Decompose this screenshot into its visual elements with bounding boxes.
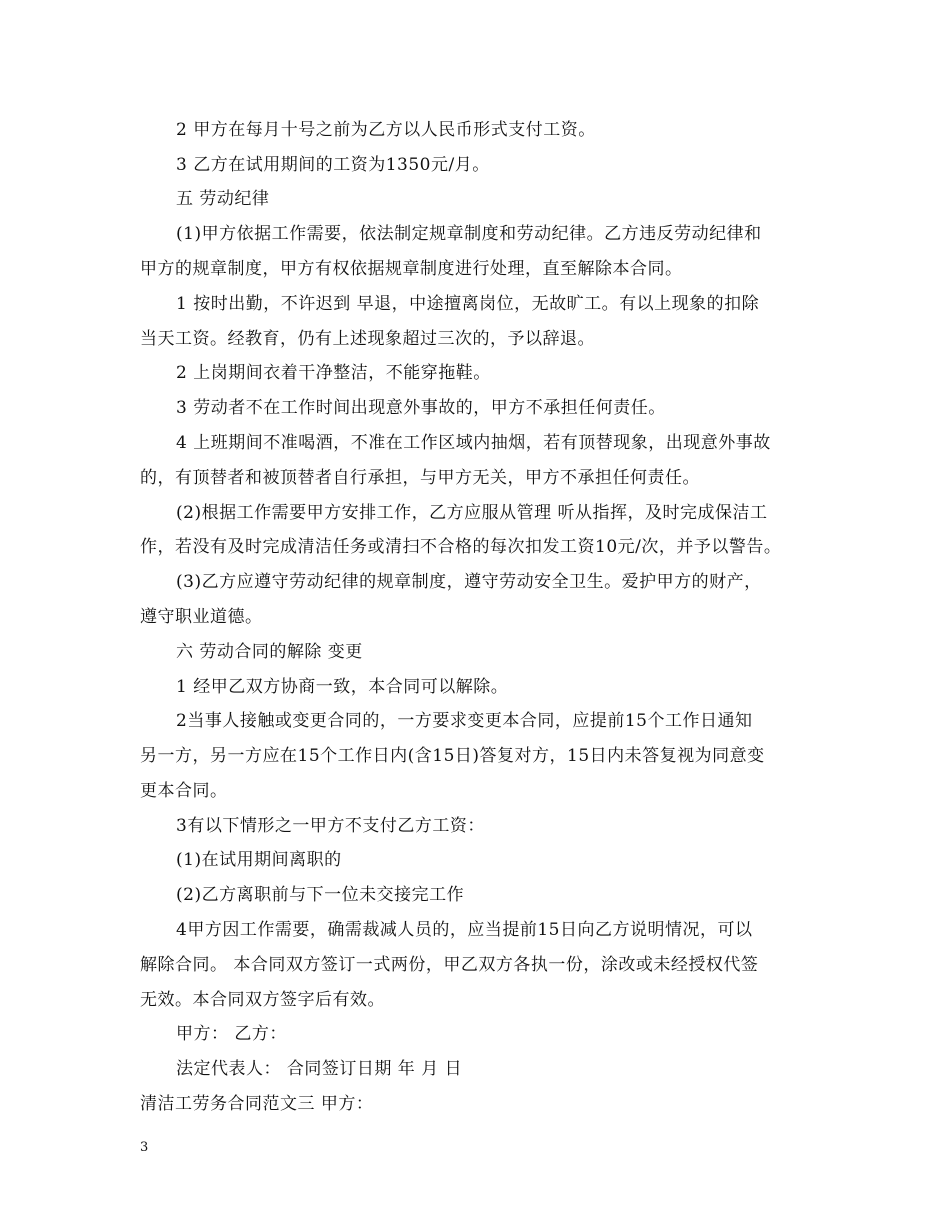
paragraph-line: 3 劳动者不在工作时间出现意外事故的，甲方不承担任何责任。 bbox=[176, 398, 666, 418]
paragraph-line: 解除合同。 本合同双方签订一式两份，甲乙双方各执一份，涂改或未经授权代签 bbox=[140, 955, 759, 975]
section-heading: 六 劳动合同的解除 变更 bbox=[176, 642, 363, 662]
paragraph-line: 的，有顶替者和被顶替者自行承担，与甲方无关，甲方不承担任何责任。 bbox=[140, 468, 700, 488]
signature-line: 法定代表人： 合同签订日期 年 月 日 bbox=[176, 1059, 463, 1079]
paragraph-line: (2)乙方离职前与下一位未交接完工作 bbox=[176, 885, 465, 905]
paragraph-line: 4 上班期间不准喝酒，不准在工作区域内抽烟，若有顶替现象，出现意外事故 bbox=[176, 433, 771, 453]
paragraph-line: 1 按时出勤，不许迟到 早退，中途擅离岗位，无故旷工。有以上现象的扣除 bbox=[176, 294, 760, 314]
paragraph-line: (2)根据工作需要甲方安排工作，乙方应服从管理 听从指挥，及时完成保洁工 bbox=[176, 503, 768, 523]
signature-line: 甲方： 乙方： bbox=[176, 1024, 287, 1044]
paragraph-line: 2 上岗期间衣着干净整洁，不能穿拖鞋。 bbox=[176, 363, 491, 383]
paragraph-line: 作，若没有及时完成清洁任务或清扫不合格的每次扣发工资10元/次，并予以警告。 bbox=[140, 537, 782, 557]
page-number: 3 bbox=[140, 1140, 149, 1155]
paragraph-line: 另一方，另一方应在15个工作日内(含15日)答复对方，15日内未答复视为同意变 bbox=[140, 746, 765, 766]
section-heading: 五 劳动纪律 bbox=[176, 189, 270, 209]
paragraph-line: 更本合同。 bbox=[140, 781, 228, 801]
paragraph-line: 甲方的规章制度，甲方有权依据规章制度进行处理，直至解除本合同。 bbox=[140, 259, 683, 279]
paragraph-line: 当天工资。经教育，仍有上述现象超过三次的，予以辞退。 bbox=[140, 329, 595, 349]
paragraph-line: (3)乙方应遵守劳动纪律的规章制度，遵守劳动安全卫生。爱护甲方的财产， bbox=[176, 572, 762, 592]
paragraph-line: 3有以下情形之一甲方不支付乙方工资： bbox=[176, 816, 485, 836]
paragraph-line: (1)甲方依据工作需要，依法制定规章制度和劳动纪律。乙方违反劳动纪律和 bbox=[176, 224, 762, 244]
paragraph-line: 3 乙方在试用期间的工资为1350元/月。 bbox=[176, 155, 490, 175]
paragraph-line: 遵守职业道德。 bbox=[140, 607, 263, 627]
paragraph-line: 1 经甲乙双方协商一致，本合同可以解除。 bbox=[176, 677, 509, 697]
paragraph-line: 2当事人接触或变更合同的，一方要求变更本合同，应提前15个工作日通知 bbox=[176, 711, 753, 731]
paragraph-line: 无效。本合同双方签字后有效。 bbox=[140, 990, 385, 1010]
paragraph-line: (1)在试用期间离职的 bbox=[176, 850, 342, 870]
paragraph-line: 4甲方因工作需要，确需裁减人员的，应当提前15日向乙方说明情况，可以 bbox=[176, 920, 753, 940]
next-section-title: 清洁工劳务合同范文三 甲方： bbox=[140, 1094, 374, 1114]
paragraph-line: 2 甲方在每月十号之前为乙方以人民币形式支付工资。 bbox=[176, 120, 596, 140]
